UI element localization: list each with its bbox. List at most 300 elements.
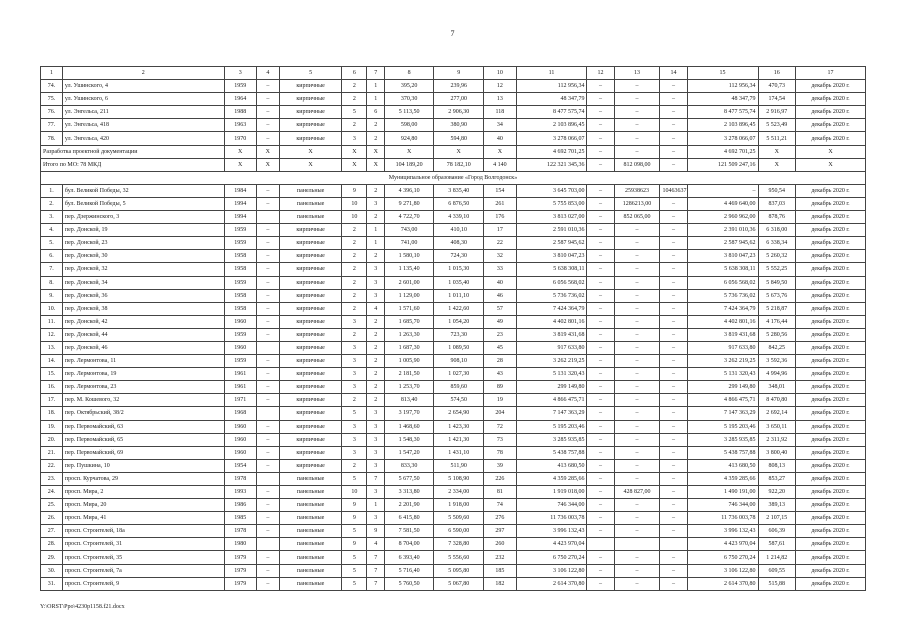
table-cell: 470,73 [758, 80, 796, 93]
table-cell: кирпичные [279, 394, 342, 407]
table-cell: 260 [484, 538, 516, 551]
table-cell: 10463637 [660, 184, 687, 197]
table-cell: 3 [342, 132, 367, 145]
table-cell: пер. Донской, 44 [62, 328, 224, 341]
table-cell: 2 [367, 341, 385, 354]
table-cell: – [614, 341, 660, 354]
table-cell: X [367, 145, 385, 158]
table-cell: 57 [484, 302, 516, 315]
table-cell: 48 347,79 [687, 93, 758, 106]
table-cell: пер. Донской, 38 [62, 302, 224, 315]
table-cell: бул. Великой Победы, 32 [62, 184, 224, 197]
table-cell: кирпичные [279, 420, 342, 433]
table-cell: 3 645 703,00 [516, 184, 587, 197]
table-cell: 8 470,80 [758, 394, 796, 407]
table-cell: 5 195 203,46 [516, 420, 587, 433]
table-cell: – [587, 341, 614, 354]
table-cell: 277,00 [434, 93, 484, 106]
table-cell: пер. Пушкина, 10 [62, 459, 224, 472]
table-cell: 2 201,90 [385, 499, 434, 512]
table-cell: 1988 [224, 106, 256, 119]
table-cell: 1 918,00 [434, 499, 484, 512]
table-cell: 2 [342, 119, 367, 132]
table-cell: – [660, 263, 687, 276]
table-cell: кирпичные [279, 328, 342, 341]
table-cell: 8 477 575,74 [516, 106, 587, 119]
table-cell: – [660, 472, 687, 485]
table-cell: – [256, 328, 279, 341]
table-cell: 1979 [224, 577, 256, 590]
table-cell: 185 [484, 564, 516, 577]
table-cell: X [224, 158, 256, 171]
table-cell: просп. Мира, 2 [62, 486, 224, 499]
table-cell: 808,13 [758, 459, 796, 472]
table-cell: 1986 [224, 499, 256, 512]
table-cell: – [256, 512, 279, 525]
table-cell: панельные [279, 184, 342, 197]
table-cell: 1 214,82 [758, 551, 796, 564]
table-cell: 1 [41, 67, 63, 80]
table-row [41, 551, 866, 564]
table-cell: кирпичные [279, 433, 342, 446]
table-cell: 28. [41, 538, 63, 551]
table-cell: – [587, 263, 614, 276]
table-cell: 9 [367, 525, 385, 538]
table-cell: X [484, 145, 516, 158]
table-cell: пер. Донской, 30 [62, 250, 224, 263]
table-cell: пер. Донской, 19 [62, 224, 224, 237]
table-cell: 2 [62, 67, 224, 80]
table-cell: 10 [484, 67, 516, 80]
table-cell: 16. [41, 381, 63, 394]
table-cell: 8 [385, 67, 434, 80]
table-cell: – [660, 512, 687, 525]
table-cell: 3 592,36 [758, 355, 796, 368]
table-cell: 30. [41, 564, 63, 577]
table-row [41, 211, 866, 224]
table-cell: 6. [41, 250, 63, 263]
table-cell [614, 538, 660, 551]
table-cell: 25938623 [614, 184, 660, 197]
table-cell: 2 [342, 459, 367, 472]
table-cell: 5 523,49 [758, 119, 796, 132]
table-cell: 4 396,10 [385, 184, 434, 197]
data-table [40, 66, 866, 591]
table-cell: 6 [342, 67, 367, 80]
table-cell: – [256, 446, 279, 459]
table-cell: 5 736 736,02 [687, 289, 758, 302]
table-cell: – [660, 341, 687, 354]
table-cell: кирпичные [279, 446, 342, 459]
table-cell: – [587, 512, 614, 525]
table-cell: кирпичные [279, 224, 342, 237]
table-cell: 2 107,15 [758, 512, 796, 525]
table-cell: 1978 [224, 525, 256, 538]
table-cell: 176 [484, 211, 516, 224]
table-cell: X [279, 158, 342, 171]
table-cell: – [614, 394, 660, 407]
table-cell: 1 005,90 [385, 355, 434, 368]
table-cell: 1960 [224, 315, 256, 328]
table-cell: 1 687,30 [385, 341, 434, 354]
table-cell: 17 [484, 224, 516, 237]
table-cell: панельные [279, 525, 342, 538]
table-cell: кирпичные [279, 250, 342, 263]
table-cell: – [256, 486, 279, 499]
table-cell: – [614, 551, 660, 564]
table-cell: – [256, 184, 279, 197]
table-cell: пер. Первомайский, 69 [62, 446, 224, 459]
table-cell: – [614, 381, 660, 394]
table-cell: 741,00 [385, 237, 434, 250]
table-cell: 2 [367, 184, 385, 197]
table-cell: 917 633,80 [687, 341, 758, 354]
table-cell: 121 509 247,16 [687, 158, 758, 171]
table-cell: декабрь 2020 г. [796, 433, 866, 446]
table-cell: X [796, 145, 866, 158]
row-label: Разработка проектной документации [41, 145, 225, 158]
table-row [41, 132, 866, 145]
table-cell: 19 [484, 394, 516, 407]
table-cell: декабрь 2020 г. [796, 368, 866, 381]
table-cell: 389,13 [758, 499, 796, 512]
table-cell: – [614, 564, 660, 577]
table-cell: 28 [484, 355, 516, 368]
table-row [41, 315, 866, 328]
table-cell: 5 [342, 472, 367, 485]
table-cell: 31. [41, 577, 63, 590]
table-cell: 746 344,00 [687, 499, 758, 512]
table-cell: 2 [367, 211, 385, 224]
table-cell: 1 685,70 [385, 315, 434, 328]
table-cell: – [256, 551, 279, 564]
table-cell: 4 359 285,66 [516, 472, 587, 485]
table-cell: просп. Строителей, 7а [62, 564, 224, 577]
table-cell: ул. Ушинского, 4 [62, 80, 224, 93]
table-cell: 4 423 970,04 [687, 538, 758, 551]
table-cell: 174,54 [758, 93, 796, 106]
table-cell: 3 650,11 [758, 420, 796, 433]
table-cell: 6 415,80 [385, 512, 434, 525]
table-cell: панельные [279, 512, 342, 525]
table-cell: 3 [342, 381, 367, 394]
table-cell: панельные [279, 564, 342, 577]
table-cell: 1 [367, 224, 385, 237]
table-cell: 122 321 345,36 [516, 158, 587, 171]
table-cell: 3 [342, 341, 367, 354]
table-cell: 853,27 [758, 472, 796, 485]
table-cell: 17 [796, 67, 866, 80]
table-cell: панельные [279, 551, 342, 564]
table-cell: – [614, 289, 660, 302]
table-cell: 3 [342, 420, 367, 433]
table-cell: 1 547,20 [385, 446, 434, 459]
table-cell: 1985 [224, 512, 256, 525]
table-cell: просп. Мира, 41 [62, 512, 224, 525]
table-cell: 5 849,50 [758, 276, 796, 289]
table-cell: – [587, 577, 614, 590]
table-cell: – [660, 525, 687, 538]
table-cell: – [660, 93, 687, 106]
table-cell: 1958 [224, 302, 256, 315]
table-cell: 3 [367, 433, 385, 446]
table-cell: 4 140 [484, 158, 516, 171]
table-cell: 3 819 431,68 [516, 328, 587, 341]
table-row [41, 237, 866, 250]
table-cell: панельные [279, 538, 342, 551]
table-cell: 3 262 219,25 [516, 355, 587, 368]
table-cell: 1958 [224, 263, 256, 276]
table-cell: – [660, 394, 687, 407]
table-cell: 594,80 [434, 132, 484, 145]
table-cell: панельные [279, 472, 342, 485]
table-row [41, 577, 866, 590]
table-cell: – [660, 446, 687, 459]
table-cell: 2 [367, 394, 385, 407]
table-cell: – [587, 224, 614, 237]
table-cell: – [256, 263, 279, 276]
table-cell: 813,40 [385, 394, 434, 407]
table-cell: пер. Лермонтова, 23 [62, 381, 224, 394]
table-cell: 48 347,79 [516, 93, 587, 106]
table-cell: – [660, 486, 687, 499]
table-cell: – [660, 564, 687, 577]
table-cell: – [660, 499, 687, 512]
table-cell: 72 [484, 420, 516, 433]
table-row [41, 472, 866, 485]
table-cell: пер. Первомайский, 63 [62, 420, 224, 433]
table-cell: 1 135,40 [385, 263, 434, 276]
table-cell: 5 755 853,00 [516, 197, 587, 210]
table-cell: 2 334,00 [434, 486, 484, 499]
table-cell: 2 906,30 [434, 106, 484, 119]
table-cell: – [587, 459, 614, 472]
table-cell: 299 149,80 [687, 381, 758, 394]
table-cell: кирпичные [279, 381, 342, 394]
table-row [41, 538, 866, 551]
table-cell: 226 [484, 472, 516, 485]
table-cell: декабрь 2020 г. [796, 512, 866, 525]
table-row [41, 106, 866, 119]
table-cell: 20. [41, 433, 63, 446]
table-cell: – [587, 472, 614, 485]
table-cell: 2 [342, 224, 367, 237]
table-cell: просп. Мира, 20 [62, 499, 224, 512]
table-cell: кирпичные [279, 315, 342, 328]
table-cell: 13 [484, 93, 516, 106]
table-cell: 5 218,87 [758, 302, 796, 315]
table-cell: X [758, 145, 796, 158]
table-cell: кирпичные [279, 407, 342, 420]
table-cell: 1958 [224, 250, 256, 263]
table-cell: 1959 [224, 80, 256, 93]
table-cell: 9. [41, 289, 63, 302]
table-cell: 204 [484, 407, 516, 420]
table-cell: ул. Ушинского, 6 [62, 93, 224, 106]
table-cell: 812 098,00 [614, 158, 660, 171]
table-cell: – [256, 577, 279, 590]
table-cell: – [614, 237, 660, 250]
table-cell: 9 [342, 499, 367, 512]
table-cell: 297 [484, 525, 516, 538]
table-cell: 922,20 [758, 486, 796, 499]
table-cell: 5 509,60 [434, 512, 484, 525]
table-cell: – [587, 394, 614, 407]
table-cell: 380,90 [434, 119, 484, 132]
header-row [41, 67, 866, 80]
table-cell: 5 673,76 [758, 289, 796, 302]
table-row [41, 119, 866, 132]
table-cell: 4 692 701,25 [687, 145, 758, 158]
table-cell: 7 424 364,79 [516, 302, 587, 315]
table-cell: 7 [367, 564, 385, 577]
table-cell: 5 [342, 525, 367, 538]
table-cell: 9 [342, 512, 367, 525]
table-cell: декабрь 2020 г. [796, 355, 866, 368]
table-cell: 3 197,70 [385, 407, 434, 420]
table-cell: 3 262 219,25 [687, 355, 758, 368]
table-cell: 3 [367, 289, 385, 302]
table-row [41, 184, 866, 197]
table-cell: X [256, 158, 279, 171]
table-cell: кирпичные [279, 80, 342, 93]
table-cell: – [587, 119, 614, 132]
table-cell: 73 [484, 433, 516, 446]
table-cell: 12. [41, 328, 63, 341]
table-cell: 5 438 757,88 [687, 446, 758, 459]
table-cell: 154 [484, 184, 516, 197]
table-cell: 1 421,30 [434, 433, 484, 446]
table-row [41, 420, 866, 433]
table-cell: – [256, 420, 279, 433]
table-cell: декабрь 2020 г. [796, 472, 866, 485]
table-row [41, 512, 866, 525]
table-cell: 833,30 [385, 459, 434, 472]
table-cell: ул. Энгельса, 420 [62, 132, 224, 145]
table-cell: кирпичные [279, 355, 342, 368]
table-cell: 395,20 [385, 80, 434, 93]
table-cell: – [256, 80, 279, 93]
table-cell: 40 [484, 276, 516, 289]
table-cell: 23. [41, 472, 63, 485]
table-cell: – [660, 420, 687, 433]
table-cell: 1 422,60 [434, 302, 484, 315]
table-cell: кирпичные [279, 368, 342, 381]
page-number: 7 [450, 29, 455, 38]
table-cell: 5 108,90 [434, 472, 484, 485]
table-cell: 574,50 [434, 394, 484, 407]
table-cell: 12 [587, 67, 614, 80]
table-cell: 5 556,60 [434, 551, 484, 564]
table-cell [587, 538, 614, 551]
table-cell: – [587, 302, 614, 315]
table-cell: – [587, 237, 614, 250]
table-cell: пер. Лермонтова, 19 [62, 368, 224, 381]
table-cell: 3 [367, 446, 385, 459]
table-cell: X [224, 145, 256, 158]
table-cell: – [587, 315, 614, 328]
table-cell: 428 827,00 [614, 486, 660, 499]
table-cell: 9 271,80 [385, 197, 434, 210]
table-cell: X [434, 145, 484, 158]
table-cell: декабрь 2020 г. [796, 119, 866, 132]
table-cell: 1959 [224, 224, 256, 237]
table-cell: – [614, 407, 660, 420]
table-cell: декабрь 2020 г. [796, 420, 866, 433]
table-cell: – [587, 289, 614, 302]
table-cell: – [587, 381, 614, 394]
table-cell: 2 [367, 250, 385, 263]
table-row [41, 381, 866, 394]
table-cell: 1 423,30 [434, 420, 484, 433]
table-cell: декабрь 2020 г. [796, 486, 866, 499]
table-cell: 2 [367, 355, 385, 368]
table-cell: – [614, 328, 660, 341]
table-cell: декабрь 2020 г. [796, 211, 866, 224]
design-docs-row [41, 145, 866, 158]
table-cell: 1960 [224, 341, 256, 354]
table-cell: – [256, 289, 279, 302]
table-cell: 6 750 270,24 [687, 551, 758, 564]
table-cell: – [256, 564, 279, 577]
table-cell: 3 [367, 276, 385, 289]
table-cell: 6 338,34 [758, 237, 796, 250]
table-cell: 15 [687, 67, 758, 80]
table-cell: 1994 [224, 197, 256, 210]
table-cell: – [660, 276, 687, 289]
table-cell: декабрь 2020 г. [796, 446, 866, 459]
table-cell: – [587, 328, 614, 341]
table-cell: – [614, 315, 660, 328]
table-cell: 3 819 431,68 [687, 328, 758, 341]
table-cell: 27. [41, 525, 63, 538]
table-cell: декабрь 2020 г. [796, 538, 866, 551]
table-cell: – [587, 197, 614, 210]
table-cell: декабрь 2020 г. [796, 237, 866, 250]
table-cell: – [614, 459, 660, 472]
table-cell: пер. Донской, 23 [62, 237, 224, 250]
table-cell: X [367, 158, 385, 171]
table-cell: – [614, 577, 660, 590]
table-cell: декабрь 2020 г. [796, 564, 866, 577]
table-cell: пер. Лермонтова, 11 [62, 355, 224, 368]
table-cell: декабрь 2020 г. [796, 276, 866, 289]
table-cell: 1 035,40 [434, 276, 484, 289]
table-cell: 2 [367, 328, 385, 341]
table-cell: декабрь 2020 г. [796, 551, 866, 564]
table-cell: 4 722,70 [385, 211, 434, 224]
table-cell: 10 [342, 486, 367, 499]
table-cell: 1 263,30 [385, 328, 434, 341]
table-cell: 3 [342, 368, 367, 381]
table-cell: 2. [41, 197, 63, 210]
table-cell: 3 [367, 512, 385, 525]
table-cell: – [660, 119, 687, 132]
table-cell: – [614, 472, 660, 485]
table-cell: 1970 [224, 132, 256, 145]
table-cell: – [587, 145, 614, 158]
table-cell: 6 318,00 [758, 224, 796, 237]
table-cell: 5 260,32 [758, 250, 796, 263]
table-cell: 5 [342, 564, 367, 577]
table-cell: пер. Октябрьский, 38/2 [62, 407, 224, 420]
table-row [41, 80, 866, 93]
table-cell: – [587, 158, 614, 171]
table-cell: – [660, 433, 687, 446]
table-cell: 6 750 270,24 [516, 551, 587, 564]
table-cell: – [660, 315, 687, 328]
table-cell: декабрь 2020 г. [796, 289, 866, 302]
